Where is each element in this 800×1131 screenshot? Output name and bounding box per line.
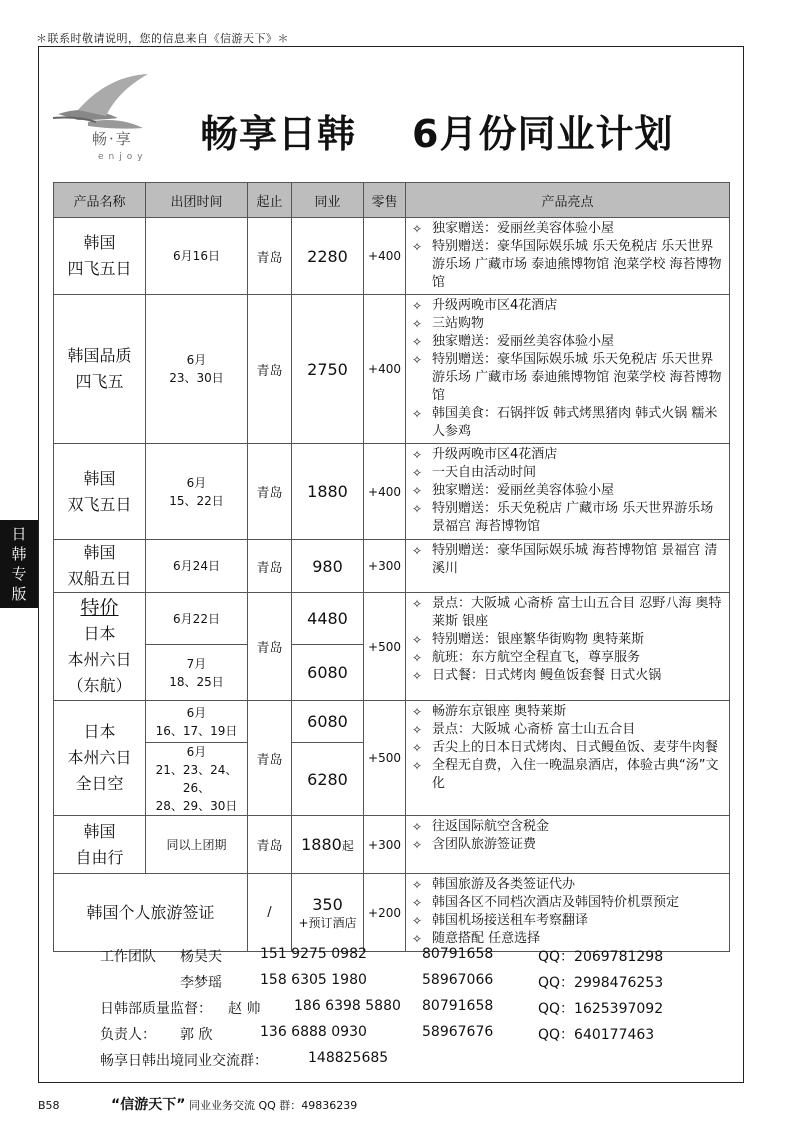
table-row <box>54 444 730 540</box>
logo-bird-icon <box>48 56 158 166</box>
departure-date: 6月 21、23、24、26、 28、29、30日 <box>146 743 248 816</box>
list-item: ✧ 日式餐：日式烤肉 鳗鱼饭套餐 日式火锅 <box>412 667 725 685</box>
product-name: 韩国 双飞五日 <box>54 444 146 540</box>
table-row <box>54 218 730 295</box>
highlights <box>406 593 730 701</box>
product-name: 韩国品质 四飞五 <box>54 295 146 444</box>
list-item: ✧ 往返国际航空含税金 <box>412 818 725 836</box>
list-item: ✧ 航班：东方航空全程直飞，尊享服务 <box>412 649 725 667</box>
list-item: ✧ 一天自由活动时间 <box>412 464 725 482</box>
list-item: ✧ 三站购物 <box>412 315 725 333</box>
retail-markup: +500 <box>364 701 406 816</box>
price-suffix: 起 <box>341 839 354 853</box>
contacts-section <box>100 946 720 1076</box>
trade-price: 980 <box>292 540 364 593</box>
departure-date: 6月 16、17、19日 <box>146 701 248 743</box>
table-row <box>54 816 730 874</box>
highlights <box>406 444 730 540</box>
contact-phone: 58967066 <box>422 972 494 988</box>
trade-price: 4480 <box>292 593 364 645</box>
departure-city: 青岛 <box>248 593 292 701</box>
retail-markup: +400 <box>364 218 406 295</box>
departure-city: 青岛 <box>248 701 292 816</box>
contact-name: 杨昊天 <box>180 949 222 965</box>
product-name: 韩国 双船五日 <box>54 540 146 593</box>
contact-phone: 80791658 <box>422 946 494 962</box>
trade-price: 6080 <box>292 701 364 743</box>
footer-text: 同业业务交流 QQ 群：49836239 <box>188 1099 358 1112</box>
header-city: 起止 <box>248 183 292 218</box>
trade-price-cell <box>292 816 364 874</box>
list-item: ✧ 韩国美食：石锅拌饭 韩式烤黑猪肉 韩式火锅 糯米人参鸡 <box>412 405 725 441</box>
departure-date: 6月16日 <box>146 218 248 295</box>
trade-price: 6280 <box>292 743 364 816</box>
product-name: 日本 本州六日 （东航） <box>67 623 132 695</box>
footer <box>38 1094 357 1114</box>
contact-role: 工作团队 <box>100 949 156 965</box>
list-item: ✧ 含团队旅游签证费 <box>412 836 725 854</box>
departure-date: 6月 15、22日 <box>146 444 248 540</box>
plan-table <box>53 182 730 952</box>
product-name-cell <box>54 593 146 701</box>
contact-name: 李梦瑶 <box>180 975 222 991</box>
group-row <box>100 1050 720 1076</box>
retail-markup: +400 <box>364 295 406 444</box>
list-item: ✧ 升级两晚市区4花酒店 <box>412 297 725 315</box>
departure-date: 6月 23、30日 <box>146 295 248 444</box>
contact-role: 日韩部质量监督： <box>100 1001 212 1017</box>
product-name: 韩国 四飞五日 <box>54 218 146 295</box>
highlights <box>406 816 730 874</box>
product-name: 韩国个人旅游签证 <box>54 874 248 952</box>
highlights <box>406 540 730 593</box>
contact-role: 负责人： <box>100 1027 156 1043</box>
contact-name: 赵 帅 <box>228 1001 261 1017</box>
list-item: ✧ 韩国机场接送租车考察翻译 <box>412 912 725 930</box>
trade-price: 6080 <box>292 645 364 701</box>
contact-row <box>100 1024 720 1050</box>
list-item: ✧ 畅游东京银座 奥特莱斯 <box>412 703 725 721</box>
departure-city: 青岛 <box>248 540 292 593</box>
page-number: B58 <box>38 1099 60 1112</box>
departure-city: 青岛 <box>248 816 292 874</box>
page-title: 畅享日韩 <box>200 112 357 156</box>
departure-date: 同以上团期 <box>146 816 248 874</box>
trade-price: 1880 <box>301 835 342 854</box>
contact-mobile: 151 9275 0982 <box>260 946 367 962</box>
group-number: 148825685 <box>308 1050 389 1066</box>
contact-phone: 80791658 <box>422 998 494 1014</box>
highlights <box>406 874 730 952</box>
departure-date: 6月24日 <box>146 540 248 593</box>
contact-row <box>100 972 720 998</box>
list-item: ✧ 景点：大阪城 心斋桥 富士山五合目 <box>412 721 725 739</box>
side-tab <box>0 520 38 608</box>
header-retail: 零售 <box>364 183 406 218</box>
list-item: ✧ 特别赠送：豪华国际娱乐城 乐天免税店 乐天世界游乐场 广藏市场 泰迪熊博物馆 泡菜学校 海苔博物馆 <box>412 238 725 292</box>
table-header-row <box>54 183 730 218</box>
list-item: ✧ 特别赠送：豪华国际娱乐城 海苔博物馆 景福宫 清溪川 <box>412 542 725 578</box>
top-note: ＊联系时敬请说明，您的信息来自《信游天下》＊ <box>36 32 289 45</box>
footer-brand: “信游天下” <box>111 1097 186 1113</box>
list-item: ✧ 全程无自费，入住一晚温泉酒店，体验古典“汤”文化 <box>412 757 725 793</box>
side-tab-label: 日韩专版 <box>11 525 27 603</box>
special-offer-label: 特价 <box>80 596 119 619</box>
price-note: +预订酒店 <box>298 915 357 930</box>
table-row <box>54 295 730 444</box>
contact-row <box>100 998 720 1024</box>
list-item: ✧ 独家赠送：爱丽丝美容体验小屋 <box>412 220 725 238</box>
departure-date: 6月22日 <box>146 593 248 645</box>
retail-markup: +200 <box>364 874 406 952</box>
trade-price: 350 <box>312 894 343 914</box>
contact-name: 郭 欣 <box>180 1027 213 1043</box>
contact-row <box>100 946 720 972</box>
trade-price: 2750 <box>292 295 364 444</box>
contact-qq: QQ：640177463 <box>538 1027 655 1043</box>
list-item: ✧ 特别赠送：豪华国际娱乐城 乐天免税店 乐天世界游乐场 广藏市场 泰迪熊博物馆 泡菜学校 海苔博物馆 <box>412 351 725 405</box>
table-row <box>54 540 730 593</box>
trade-price-cell <box>292 874 364 952</box>
product-name: 韩国 自由行 <box>54 816 146 874</box>
departure-city: 青岛 <box>248 444 292 540</box>
contact-qq: QQ：1625397092 <box>538 1001 664 1017</box>
retail-markup: +400 <box>364 444 406 540</box>
table-row <box>54 593 730 645</box>
departure-city: / <box>248 874 292 952</box>
contact-mobile: 158 6305 1980 <box>260 972 367 988</box>
table-row <box>54 874 730 952</box>
retail-markup: +500 <box>364 593 406 701</box>
contact-phone: 58967676 <box>422 1024 494 1040</box>
list-item: ✧ 舌尖上的日本日式烤肉、日式鳗鱼饭、麦芽牛肉餐 <box>412 739 725 757</box>
header-highlights: 产品亮点 <box>406 183 730 218</box>
header-trade-price: 同业 <box>292 183 364 218</box>
list-item: ✧ 景点：大阪城 心斋桥 富士山五合目 忍野八海 奥特莱斯 银座 <box>412 595 725 631</box>
header-date: 出团时间 <box>146 183 248 218</box>
trade-price: 1880 <box>292 444 364 540</box>
product-name: 日本 本州六日 全日空 <box>54 701 146 816</box>
list-item: ✧ 韩国各区不同档次酒店及韩国特价机票预定 <box>412 894 725 912</box>
list-item: ✧ 独家赠送：爱丽丝美容体验小屋 <box>412 333 725 351</box>
contact-qq: QQ：2069781298 <box>538 949 664 965</box>
table-row <box>54 701 730 743</box>
retail-markup: +300 <box>364 540 406 593</box>
logo-subtext: enjoy <box>98 152 148 162</box>
trade-price: 2280 <box>292 218 364 295</box>
retail-markup: +300 <box>364 816 406 874</box>
list-item: ✧ 特别赠送：乐天免税店 广藏市场 乐天世界游乐场 景福宫 海苔博物馆 <box>412 500 725 536</box>
highlights <box>406 701 730 816</box>
list-item: ✧ 韩国旅游及各类签证代办 <box>412 876 725 894</box>
highlights <box>406 295 730 444</box>
group-label: 畅享日韩出境同业交流群： <box>100 1053 268 1069</box>
list-item: ✧ 独家赠送：爱丽丝美容体验小屋 <box>412 482 725 500</box>
contact-mobile: 136 6888 0930 <box>260 1024 367 1040</box>
highlights <box>406 218 730 295</box>
logo-text: 畅·享 <box>92 130 133 148</box>
list-item: ✧ 升级两晚市区4花酒店 <box>412 446 725 464</box>
page-subtitle: 6月份同业计划 <box>412 112 674 156</box>
contact-qq: QQ：2998476253 <box>538 975 664 991</box>
list-item: ✧ 特别赠送：银座繁华街购物 奥特莱斯 <box>412 631 725 649</box>
departure-date: 7月 18、25日 <box>146 645 248 701</box>
departure-city: 青岛 <box>248 295 292 444</box>
contact-mobile: 186 6398 5880 <box>294 998 401 1014</box>
header-product: 产品名称 <box>54 183 146 218</box>
list-item: ✧ 随意搭配 任意选择 <box>412 930 725 948</box>
departure-city: 青岛 <box>248 218 292 295</box>
